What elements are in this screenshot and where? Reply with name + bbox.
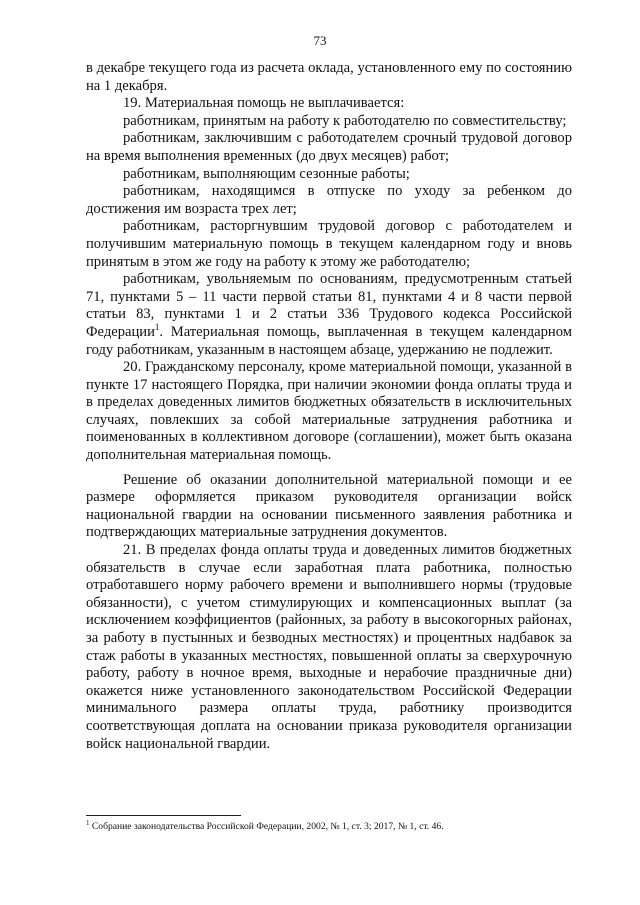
footnote-reference: 1: [154, 322, 160, 333]
paragraph-part-time: работникам, принятым на работу к работодателю по совместительству;: [123, 112, 567, 129]
footnote: [86, 818, 572, 833]
paragraph-fixed-term: работникам, заключившим с работодателем срочный трудовой договор на время выполнения временных (до двух месяцев) работ;: [86, 130, 572, 164]
paragraph-seasonal: работникам, выполняющим сезонные работы;: [123, 165, 410, 182]
page-number: 73: [313, 33, 327, 48]
footnote-marker: 1: [86, 818, 90, 827]
dismissed-text-end: . Материальная помощь, выплаченная в текущем календарном году работникам, указанным в настоящем абзаце, удержанию не подлежит.: [86, 323, 572, 358]
paragraph-dismissed: [86, 271, 572, 359]
paragraph-decision: Решение об оказании дополнительной материальной помощи и ее размере оформляется приказом руководителя организации войск национальной гвардии на основании письменного заявления работника и подтверждающих материальные затруднения документов.: [86, 471, 572, 541]
paragraph-item-21: 21. В пределах фонда оплаты труда и доведенных лимитов бюджетных обязательств в случае если заработная плата работника, полностью отработавшего норму рабочего времени и выполнившего нормы (трудовые обязанности), с учетом стимулирующих и компенсационных выплат (за исключением коэффициентов (районных, за работу в высокогорных районах, за работу в пустынных и безводных местностях) и процентных надбавок за стаж работы в указанных местностях, повышенной оплаты за сверхурочную работу, работу в ночное время, выходные и нерабочие праздничные дни) окажется ниже установленного законодательством Российской Федерации минимального размера оплаты труда, работнику производится соответствующая доплата на основании приказа руководителя организации войск национальной гвардии.: [86, 542, 572, 752]
paragraph-item-19: 19. Материальная помощь не выплачивается:: [123, 95, 405, 112]
paragraph-item-20: 20. Гражданскому персоналу, кроме материальной помощи, указанной в пункте 17 настоящего Порядка, при наличии экономии фонда оплаты труда и в пределах доведенных лимитов бюджетных обязательств в исключительных случаях, повлекших за собой материальные затруднения работника и поименованных в коллективном договоре (соглашении), может быть оказана дополнительная материальная помощь.: [86, 359, 572, 464]
footnote-text: Собрание законодательства Российской Федерации, 2002, № 1, ст. 3; 2017, № 1, ст. 46.: [89, 821, 444, 832]
paragraph-parental-leave: работникам, находящимся в отпуске по уходу за ребенком до достижения им возраста трех лет;: [86, 183, 572, 217]
paragraph-continuation: в декабре текущего года из расчета оклада, установленного ему по состоянию на 1 декабря.: [86, 60, 572, 94]
dismissed-text-start: работникам, увольняемым по основаниям, предусмотренным статьей 71, пунктами 5 – 11 части первой статьи 81, пунктами 4 и 8 части первой статьи 83, пунктами 1 и 2 статьи 336 Трудового кодекса Российской Федерации: [86, 271, 572, 340]
document-body: [86, 60, 572, 753]
footnote-divider: [86, 815, 241, 816]
paragraph-rehired: работникам, расторгнувшим трудовой договор с работодателем и получившим материальную помощь в текущем календарном году и вновь принятым в этом же году на работу к этому же работодателю;: [86, 218, 572, 270]
